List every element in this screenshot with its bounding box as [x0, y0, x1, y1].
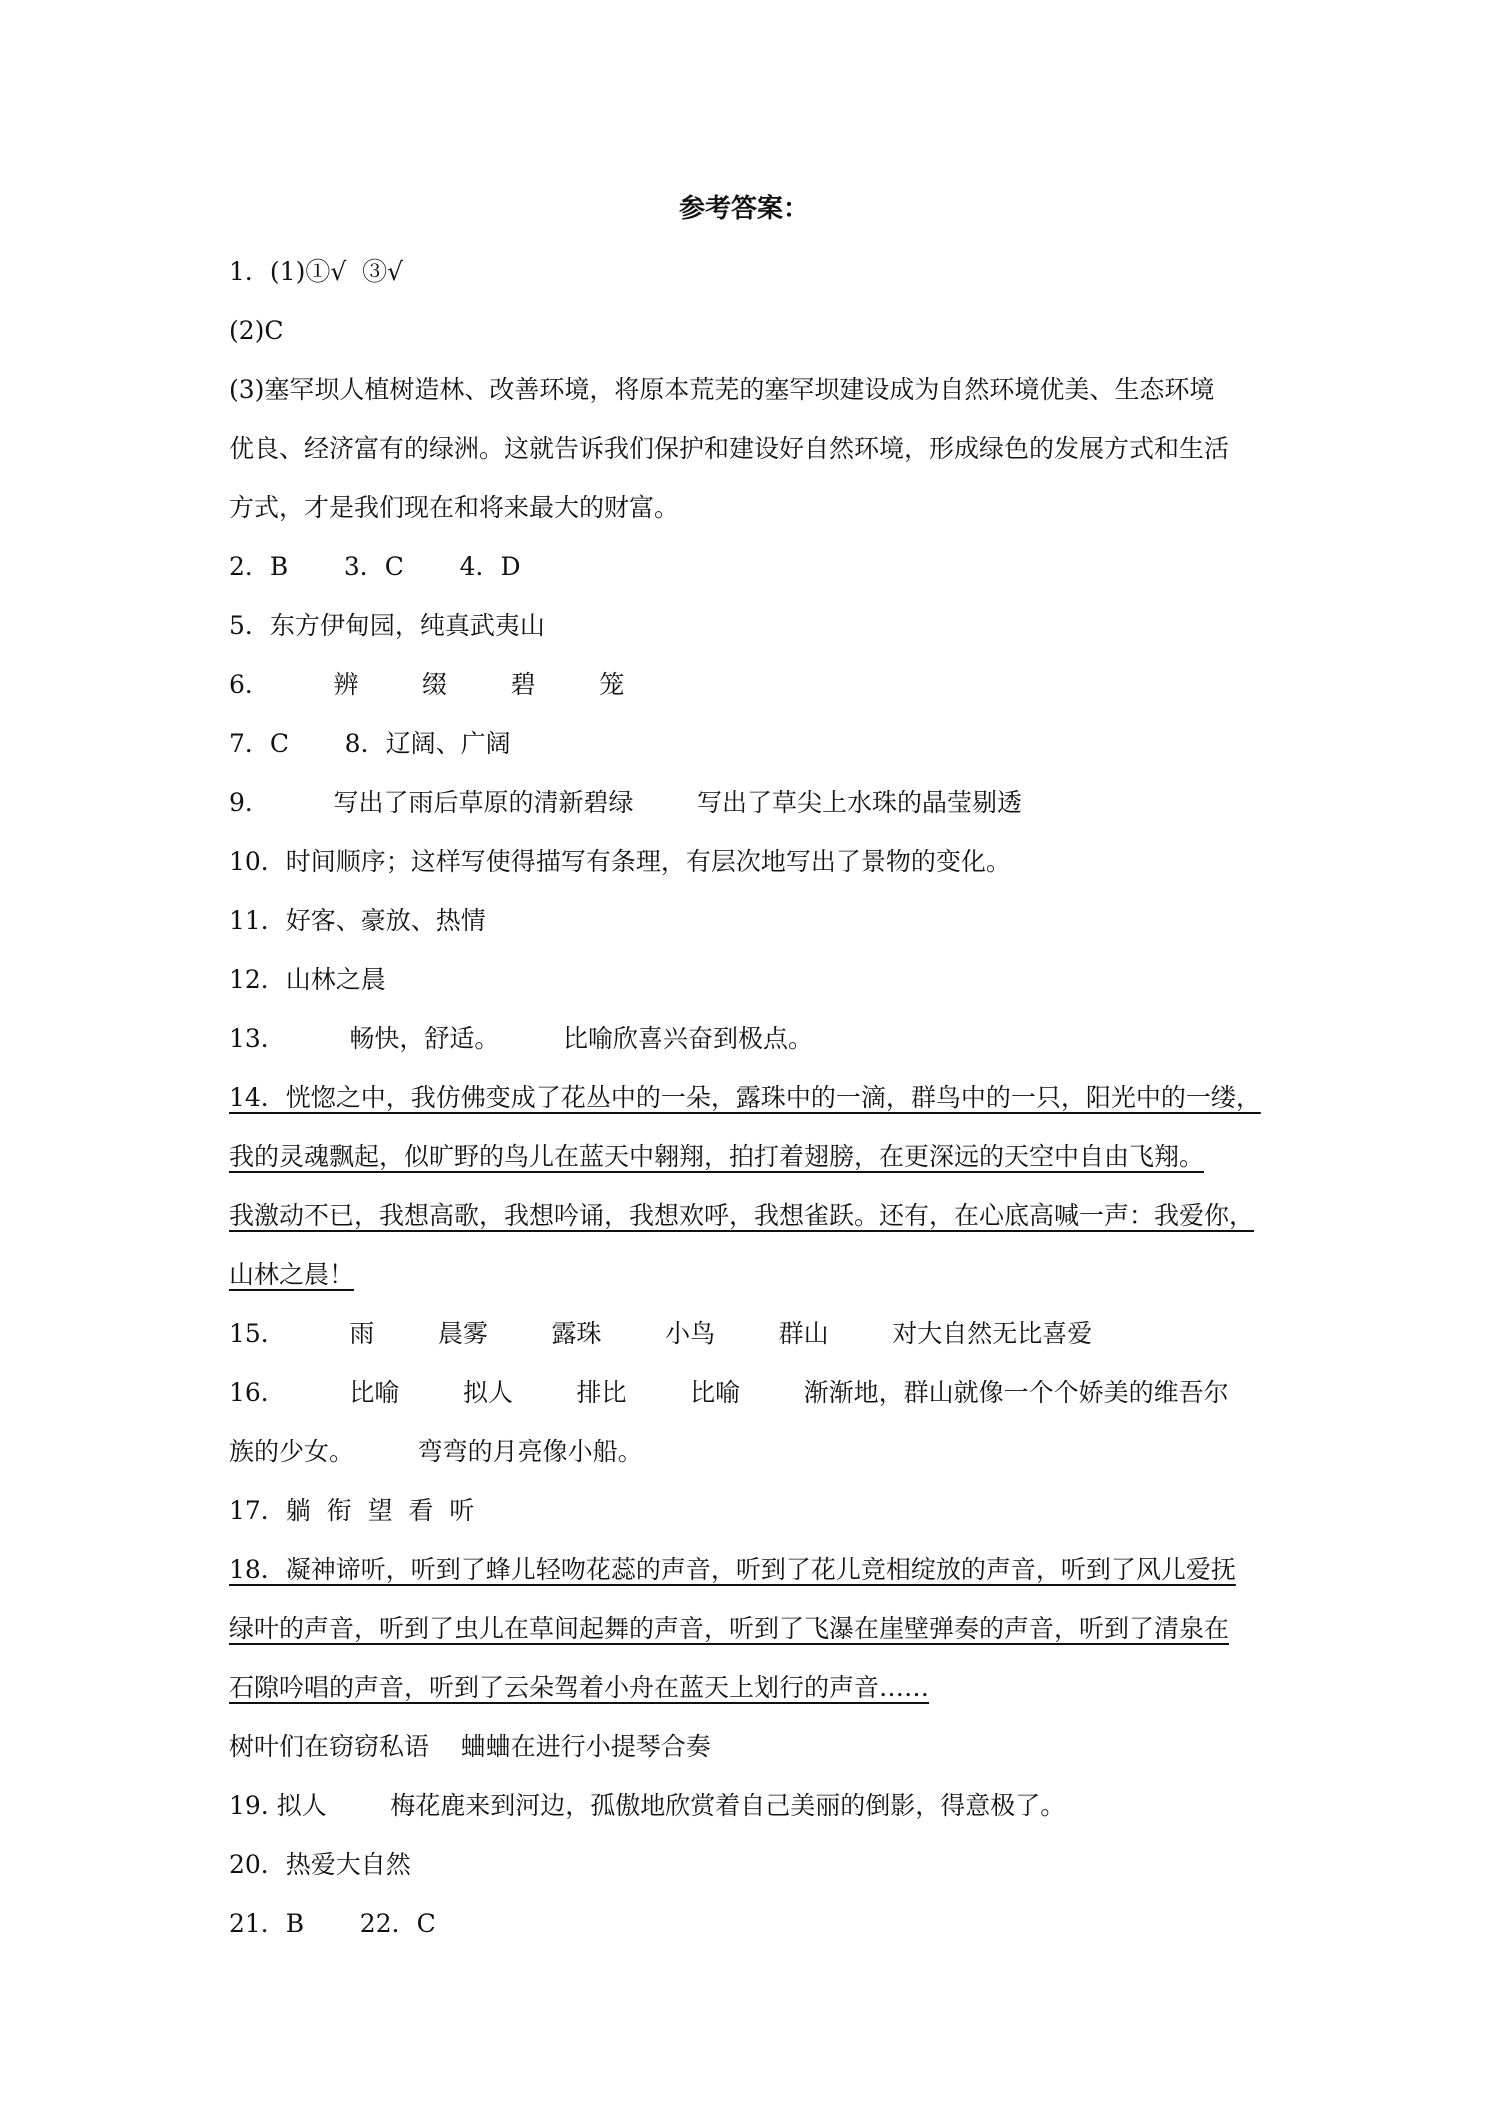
answer-line: 9． 写出了雨后草原的清新碧绿 写出了草尖上水珠的晶莹剔透 [229, 788, 1023, 817]
answer-line: 10．时间顺序；这样写使得描写有条理，有层次地写出了景物的变化。 [229, 847, 1011, 876]
answer-line: (2)C [229, 316, 284, 345]
answer-line: 优良、经济富有的绿洲。这就告诉我们保护和建设好自然环境，形成绿色的发展方式和生活 [229, 434, 1230, 463]
answer-line: 16． 比喻 拟人 排比 比喻 渐渐地，群山就像一个个娇美的维吾尔 [229, 1378, 1229, 1407]
underlined-answer-line: 山林之晨！ [229, 1260, 355, 1289]
answer-line: (3)塞罕坝人植树造林、改善环境，将原本荒芜的塞罕坝建设成为自然环境优美、生态环境 [229, 375, 1215, 404]
underlined-answer-line: 我激动不已，我想高歌，我想吟诵，我想欢呼，我想雀跃。还有，在心底高喊一声：我爱你， [229, 1201, 1255, 1230]
answer-line: 1．(1)①√ ③√ [229, 257, 404, 286]
answer-line: 5．东方伊甸园，纯真武夷山 [229, 611, 545, 640]
answer-line: 族的少女。 弯弯的月亮像小船。 [229, 1437, 643, 1466]
underlined-answer-line: 14．恍惚之中，我仿佛变成了花丛中的一朵，露珠中的一滴，群鸟中的一只，阳光中的一缕， [229, 1083, 1261, 1112]
answer-line: 15． 雨 晨雾 露珠 小鸟 群山 对大自然无比喜爱 [229, 1319, 1093, 1348]
answer-line: 19. 拟人 梅花鹿来到河边，孤傲地欣赏着自己美丽的倒影，得意极了。 [229, 1791, 1066, 1820]
underlined-answer-line: 18．凝神谛听，听到了蜂儿轻吻花蕊的声音，听到了花儿竞相绽放的声音，听到了风儿爱抚 [229, 1555, 1236, 1584]
answer-line: 2．B 3．C 4．D [229, 552, 521, 581]
underlined-answer-line: 我的灵魂飘起，似旷野的鸟儿在蓝天中翱翔，拍打着翅膀，在更深远的天空中自由飞翔。 [229, 1142, 1205, 1171]
underlined-answer-line: 绿叶的声音，听到了虫儿在草间起舞的声音，听到了飞瀑在崖壁弹奏的声音，听到了清泉在 [229, 1614, 1230, 1643]
answer-line: 13． 畅快，舒适。 比喻欣喜兴奋到极点。 [229, 1024, 813, 1053]
answer-line: 21．B 22．C [229, 1909, 436, 1938]
answer-line: 12．山林之晨 [229, 965, 386, 994]
answer-line: 17．躺 衔 望 看 听 [229, 1496, 475, 1525]
answer-line: 11．好客、豪放、热情 [229, 906, 486, 935]
page-title: 参考答案： [678, 194, 809, 224]
answer-line: 20．热爱大自然 [229, 1850, 411, 1879]
answer-line: 7．C 8．辽阔、广阔 [229, 729, 511, 758]
answer-line: 树叶们在窃窃私语 蛐蛐在进行小提琴合奏 [229, 1732, 711, 1761]
answer-line: 方式，才是我们现在和将来最大的财富。 [229, 493, 680, 522]
answer-line: 6． 辨 缀 碧 笼 [229, 670, 625, 699]
underlined-answer-line: 石隙吟唱的声音，听到了云朵驾着小舟在蓝天上划行的声音…… [229, 1673, 930, 1702]
